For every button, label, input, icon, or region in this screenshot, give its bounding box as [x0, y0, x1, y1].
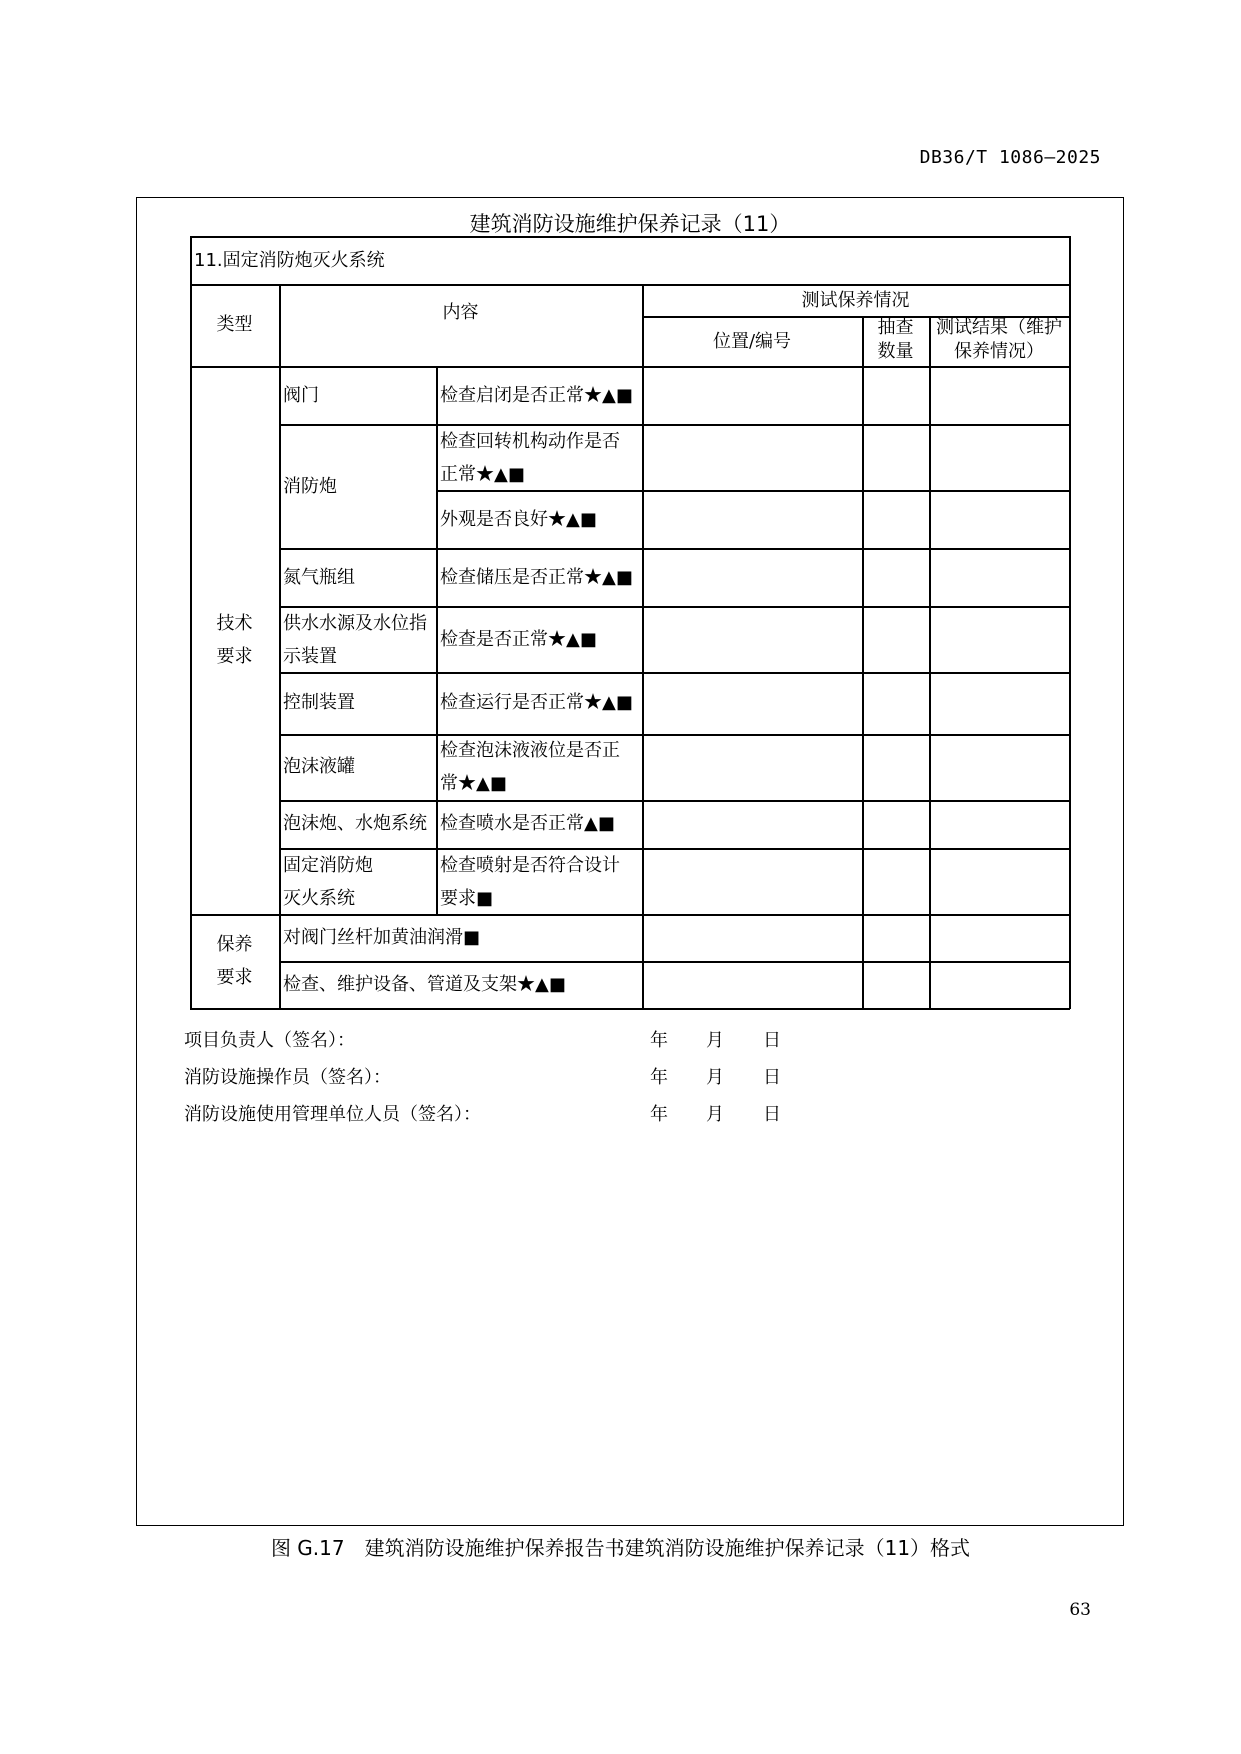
figure-caption: 图 G.17 建筑消防设施维护保养报告书建筑消防设施维护保养记录（11）格式: [270, 1536, 971, 1560]
header-test-group: 测试保养情况: [801, 290, 910, 311]
standard-number: DB36/T 1086—2025: [919, 147, 1101, 168]
row-check: 外观是否良好★▲■: [440, 509, 597, 530]
date-year: 年: [650, 1067, 668, 1088]
row-check: 检查回转机构动作是否 正常★▲■: [440, 431, 620, 485]
date-year: 年: [650, 1030, 668, 1051]
date-month: 月: [706, 1067, 724, 1088]
date-month: 月: [706, 1104, 724, 1125]
maintenance-item: 对阀门丝杆加黄油润滑■: [283, 927, 481, 948]
page-number: 63: [1069, 1600, 1091, 1620]
signature-label: 消防设施操作员（签名）：: [184, 1067, 391, 1088]
row-item: 阀门: [283, 385, 319, 406]
row-item: 泡沫炮、水炮系统: [283, 813, 427, 834]
header-location: 位置/编号: [712, 331, 792, 352]
row-check: 检查是否正常★▲■: [440, 629, 597, 650]
date-year: 年: [650, 1104, 668, 1125]
row-item: 消防炮: [283, 476, 337, 497]
maintenance-item: 检查、维护设备、管道及支架★▲■: [283, 974, 566, 995]
row-item: 泡沫液罐: [283, 756, 355, 777]
header-type: 类型: [216, 314, 253, 335]
date-day: 日: [763, 1104, 781, 1125]
date-month: 月: [706, 1030, 724, 1051]
row-item: 固定消防炮 灭火系统: [283, 855, 373, 909]
row-check: 检查启闭是否正常★▲■: [440, 385, 633, 406]
group-tech-requirements: 技术 要求: [216, 613, 253, 667]
row-check: 检查泡沫液液位是否正 常★▲■: [440, 740, 620, 794]
header-result: 测试结果（维护 保养情况）: [936, 317, 1062, 362]
row-item: 控制装置: [283, 692, 355, 713]
row-check: 检查储压是否正常★▲■: [440, 567, 633, 588]
section-title: 11.固定消防炮灭火系统: [194, 250, 385, 271]
row-check: 检查喷射是否符合设计 要求■: [440, 855, 620, 909]
row-check: 检查运行是否正常★▲■: [440, 692, 633, 713]
row-check: 检查喷水是否正常▲■: [440, 813, 615, 834]
signature-label: 消防设施使用管理单位人员（签名）：: [184, 1104, 481, 1125]
group-maintenance-requirements: 保养 要求: [216, 934, 253, 988]
date-day: 日: [763, 1030, 781, 1051]
row-item: 氮气瓶组: [283, 567, 355, 588]
row-item: 供水水源及水位指 示装置: [283, 613, 427, 667]
signature-label: 项目负责人（签名）：: [184, 1030, 355, 1051]
form-title: 建筑消防设施维护保养记录（11）: [469, 212, 791, 236]
date-day: 日: [763, 1067, 781, 1088]
header-content: 内容: [442, 302, 479, 323]
header-sample-count: 抽查 数量: [877, 317, 914, 362]
